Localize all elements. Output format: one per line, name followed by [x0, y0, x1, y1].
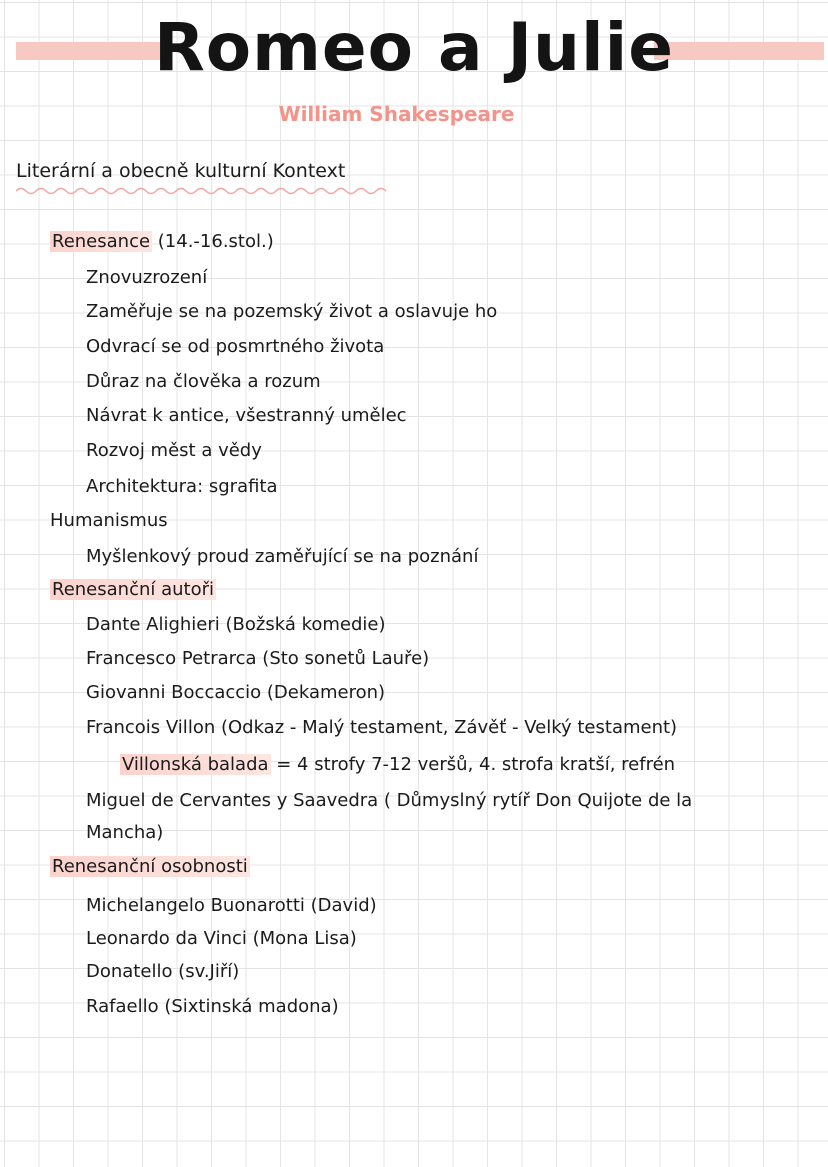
heading-autori: [50, 576, 216, 604]
author-name: William Shakespeare: [278, 102, 515, 126]
list-item: Odvrací se od posmrtného života: [86, 336, 385, 357]
list-item: Návrat k antice, všestranný umělec: [86, 405, 407, 426]
list-item: Dante Alighieri (Božská komedie): [86, 614, 386, 635]
heading-osobnosti-label: Renesanční osobnosti: [52, 856, 248, 877]
villon-ballad-note: [120, 751, 675, 779]
list-item: Znovuzrození: [86, 267, 208, 288]
section-title: Literární a obecně kulturní Kontext: [16, 160, 346, 182]
heading-renesance-label: Renesance: [52, 231, 151, 252]
list-item: Důraz na člověka a rozum: [86, 371, 321, 392]
heading-osobnosti: [50, 853, 250, 881]
list-item: Zaměřuje se na pozemský život a oslavuje ho: [86, 301, 498, 322]
squiggle-underline: [16, 186, 388, 196]
list-item: Francesco Petrarca (Sto sonetů Lauře): [86, 648, 430, 669]
page-title: Romeo a Julie: [153, 9, 675, 86]
list-item: Giovanni Boccaccio (Dekameron): [86, 682, 386, 703]
list-item: Francois Villon (Odkaz - Malý testament, Závěť - Velký testament): [86, 717, 678, 738]
list-item: Myšlenkový proud zaměřující se na poznání: [86, 546, 479, 567]
list-item: Architektura: sgrafita: [86, 476, 278, 497]
heading-autori-label: Renesanční autoři: [52, 579, 215, 600]
list-item: Rafaello (Sixtinská madona): [86, 996, 339, 1017]
list-item: Leonardo da Vinci (Mona Lisa): [86, 928, 357, 949]
villon-ballad-definition: = 4 strofy 7-12 veršů, 4. strofa kratší, refrén: [270, 754, 676, 775]
list-item: Miguel de Cervantes y Saavedra ( Důmyslný rytíř Don Quijote de la Mancha): [86, 790, 693, 843]
heading-renesance-note: (14.-16.stol.): [152, 231, 274, 252]
villon-ballad-label: Villonská balada: [122, 754, 269, 775]
heading-humanismus: Humanismus: [50, 510, 168, 531]
list-item: Michelangelo Buonarotti (David): [86, 895, 377, 916]
list-item: Rozvoj měst a vědy: [86, 440, 262, 461]
list-item: Donatello (sv.Jiří): [86, 961, 240, 982]
heading-renesance: [50, 228, 274, 256]
